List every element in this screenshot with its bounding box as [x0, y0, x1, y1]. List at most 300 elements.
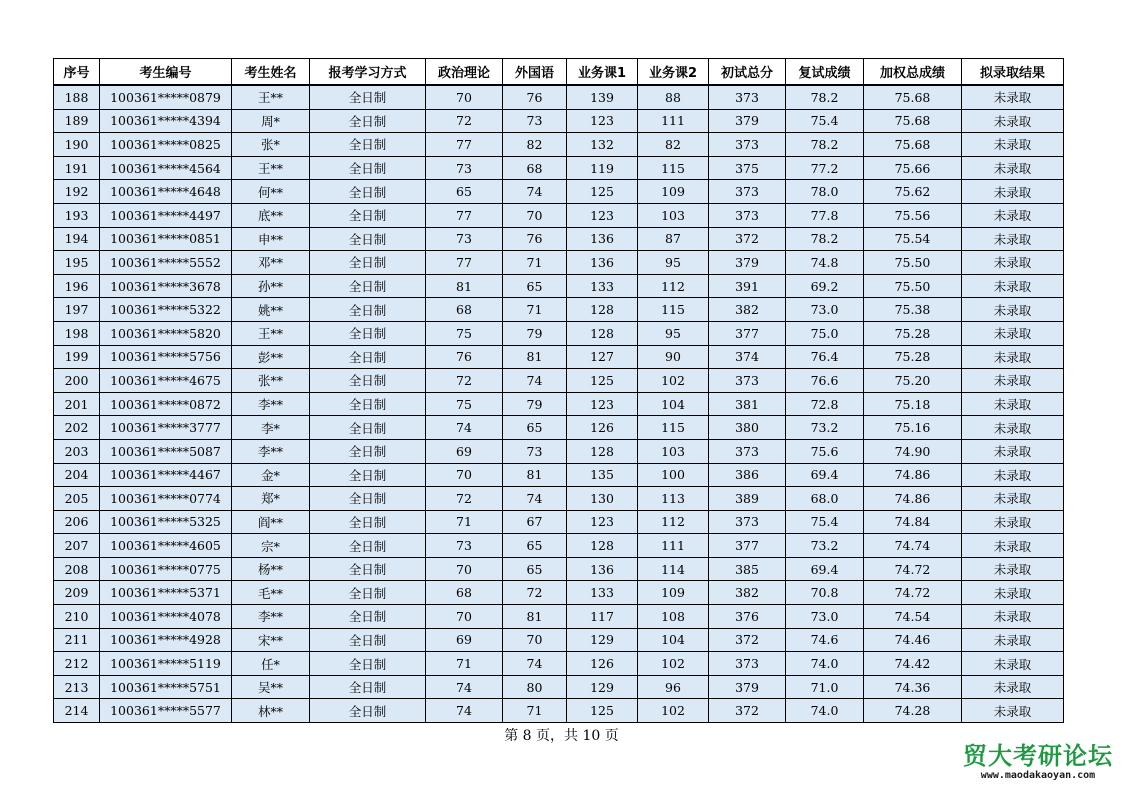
cell-politics: 77 [426, 133, 503, 157]
cell-prelim-total: 373 [709, 510, 786, 534]
cell-retest-score: 72.8 [786, 392, 864, 416]
cell-retest-score: 74.6 [786, 628, 864, 652]
table-row [54, 581, 1064, 605]
cell-study-mode: 全日制 [310, 369, 426, 393]
table-row [54, 557, 1064, 581]
cell-weighted-total: 74.84 [864, 510, 962, 534]
cell-politics: 75 [426, 321, 503, 345]
table-row [54, 251, 1064, 275]
cell-prelim-total: 375 [709, 156, 786, 180]
cell-name: 吴** [232, 675, 310, 699]
cell-candidate-id: 100361*****5751 [100, 675, 232, 699]
cell-candidate-id: 100361*****4394 [100, 109, 232, 133]
cell-candidate-id: 100361*****0879 [100, 85, 232, 109]
table-row [54, 369, 1064, 393]
cell-politics: 68 [426, 298, 503, 322]
cell-course-2: 109 [638, 180, 709, 204]
table-row [54, 463, 1064, 487]
cell-retest-score: 73.2 [786, 534, 864, 558]
cell-seq: 213 [54, 675, 100, 699]
cell-foreign-language: 76 [503, 227, 567, 251]
cell-study-mode: 全日制 [310, 605, 426, 629]
cell-candidate-id: 100361*****4675 [100, 369, 232, 393]
col-header-retest-score: 复试成绩 [786, 59, 864, 86]
cell-study-mode: 全日制 [310, 298, 426, 322]
cell-course-1: 129 [567, 675, 638, 699]
cell-retest-score: 77.2 [786, 156, 864, 180]
cell-weighted-total: 75.16 [864, 416, 962, 440]
cell-admission-result: 未录取 [962, 156, 1064, 180]
cell-retest-score: 71.0 [786, 675, 864, 699]
table-body [54, 85, 1064, 723]
cell-candidate-id: 100361*****5820 [100, 321, 232, 345]
cell-seq: 210 [54, 605, 100, 629]
cell-politics: 74 [426, 699, 503, 723]
cell-retest-score: 78.2 [786, 133, 864, 157]
cell-study-mode: 全日制 [310, 109, 426, 133]
cell-retest-score: 75.4 [786, 109, 864, 133]
table-row [54, 628, 1064, 652]
cell-politics: 70 [426, 605, 503, 629]
table-row [54, 203, 1064, 227]
cell-retest-score: 78.2 [786, 85, 864, 109]
cell-weighted-total: 74.54 [864, 605, 962, 629]
cell-seq: 193 [54, 203, 100, 227]
cell-candidate-id: 100361*****5325 [100, 510, 232, 534]
cell-candidate-id: 100361*****5371 [100, 581, 232, 605]
cell-study-mode: 全日制 [310, 392, 426, 416]
cell-name: 郑* [232, 487, 310, 511]
cell-candidate-id: 100361*****0851 [100, 227, 232, 251]
cell-retest-score: 74.0 [786, 699, 864, 723]
cell-politics: 76 [426, 345, 503, 369]
cell-prelim-total: 373 [709, 85, 786, 109]
cell-course-1: 125 [567, 699, 638, 723]
cell-prelim-total: 379 [709, 251, 786, 275]
cell-course-1: 132 [567, 133, 638, 157]
cell-prelim-total: 385 [709, 557, 786, 581]
cell-weighted-total: 74.90 [864, 439, 962, 463]
cell-prelim-total: 391 [709, 274, 786, 298]
cell-course-1: 136 [567, 557, 638, 581]
cell-prelim-total: 372 [709, 699, 786, 723]
cell-admission-result: 未录取 [962, 392, 1064, 416]
cell-weighted-total: 74.74 [864, 534, 962, 558]
cell-weighted-total: 75.18 [864, 392, 962, 416]
cell-name: 毛** [232, 581, 310, 605]
cell-politics: 77 [426, 251, 503, 275]
cell-prelim-total: 381 [709, 392, 786, 416]
cell-weighted-total: 74.72 [864, 581, 962, 605]
cell-course-1: 136 [567, 251, 638, 275]
table-row [54, 439, 1064, 463]
cell-prelim-total: 382 [709, 298, 786, 322]
cell-course-2: 87 [638, 227, 709, 251]
col-header-candidate-id: 考生编号 [100, 59, 232, 86]
cell-name: 阎** [232, 510, 310, 534]
cell-seq: 202 [54, 416, 100, 440]
cell-admission-result: 未录取 [962, 274, 1064, 298]
cell-admission-result: 未录取 [962, 133, 1064, 157]
cell-course-1: 129 [567, 628, 638, 652]
cell-weighted-total: 74.42 [864, 652, 962, 676]
cell-course-1: 133 [567, 581, 638, 605]
cell-seq: 207 [54, 534, 100, 558]
cell-weighted-total: 74.86 [864, 487, 962, 511]
cell-retest-score: 75.0 [786, 321, 864, 345]
cell-course-1: 123 [567, 392, 638, 416]
cell-course-1: 130 [567, 487, 638, 511]
cell-seq: 195 [54, 251, 100, 275]
cell-foreign-language: 74 [503, 652, 567, 676]
cell-course-1: 119 [567, 156, 638, 180]
cell-study-mode: 全日制 [310, 416, 426, 440]
table-row [54, 534, 1064, 558]
table-row [54, 605, 1064, 629]
cell-course-1: 133 [567, 274, 638, 298]
cell-prelim-total: 373 [709, 133, 786, 157]
cell-study-mode: 全日制 [310, 463, 426, 487]
col-header-course-1: 业务课1 [567, 59, 638, 86]
cell-weighted-total: 75.50 [864, 251, 962, 275]
table-row [54, 274, 1064, 298]
cell-foreign-language: 81 [503, 605, 567, 629]
table-row [54, 392, 1064, 416]
cell-seq: 209 [54, 581, 100, 605]
cell-course-2: 108 [638, 605, 709, 629]
table-row [54, 510, 1064, 534]
cell-name: 邓** [232, 251, 310, 275]
cell-foreign-language: 70 [503, 203, 567, 227]
cell-course-2: 104 [638, 628, 709, 652]
cell-admission-result: 未录取 [962, 298, 1064, 322]
cell-course-1: 128 [567, 321, 638, 345]
cell-politics: 73 [426, 534, 503, 558]
cell-prelim-total: 372 [709, 628, 786, 652]
cell-foreign-language: 74 [503, 180, 567, 204]
cell-politics: 73 [426, 227, 503, 251]
cell-admission-result: 未录取 [962, 487, 1064, 511]
cell-course-1: 136 [567, 227, 638, 251]
cell-admission-result: 未录取 [962, 345, 1064, 369]
cell-course-2: 104 [638, 392, 709, 416]
col-header-prelim-total: 初试总分 [709, 59, 786, 86]
cell-politics: 70 [426, 85, 503, 109]
cell-prelim-total: 377 [709, 321, 786, 345]
cell-admission-result: 未录取 [962, 699, 1064, 723]
cell-foreign-language: 65 [503, 534, 567, 558]
cell-weighted-total: 74.28 [864, 699, 962, 723]
table-row [54, 345, 1064, 369]
cell-politics: 74 [426, 416, 503, 440]
cell-name: 金* [232, 463, 310, 487]
cell-course-2: 82 [638, 133, 709, 157]
cell-course-2: 115 [638, 298, 709, 322]
cell-retest-score: 73.2 [786, 416, 864, 440]
cell-course-2: 100 [638, 463, 709, 487]
cell-foreign-language: 72 [503, 581, 567, 605]
cell-foreign-language: 76 [503, 85, 567, 109]
cell-name: 底** [232, 203, 310, 227]
cell-admission-result: 未录取 [962, 675, 1064, 699]
table-row [54, 699, 1064, 723]
cell-candidate-id: 100361*****3777 [100, 416, 232, 440]
cell-seq: 188 [54, 85, 100, 109]
cell-politics: 75 [426, 392, 503, 416]
cell-study-mode: 全日制 [310, 203, 426, 227]
cell-name: 张* [232, 133, 310, 157]
cell-study-mode: 全日制 [310, 180, 426, 204]
cell-course-2: 88 [638, 85, 709, 109]
cell-politics: 71 [426, 510, 503, 534]
cell-name: 林** [232, 699, 310, 723]
cell-candidate-id: 100361*****5119 [100, 652, 232, 676]
col-header-admission-result: 拟录取结果 [962, 59, 1064, 86]
score-table [53, 58, 1064, 723]
cell-course-2: 115 [638, 156, 709, 180]
cell-name: 李** [232, 392, 310, 416]
cell-retest-score: 74.8 [786, 251, 864, 275]
cell-study-mode: 全日制 [310, 321, 426, 345]
cell-course-2: 111 [638, 534, 709, 558]
table-row [54, 652, 1064, 676]
cell-study-mode: 全日制 [310, 652, 426, 676]
cell-seq: 190 [54, 133, 100, 157]
score-table-container [53, 58, 1064, 723]
cell-candidate-id: 100361*****4648 [100, 180, 232, 204]
cell-foreign-language: 74 [503, 369, 567, 393]
cell-study-mode: 全日制 [310, 534, 426, 558]
cell-name: 任* [232, 652, 310, 676]
cell-retest-score: 77.8 [786, 203, 864, 227]
cell-name: 李* [232, 416, 310, 440]
cell-weighted-total: 75.28 [864, 345, 962, 369]
cell-study-mode: 全日制 [310, 675, 426, 699]
cell-course-1: 135 [567, 463, 638, 487]
cell-course-1: 128 [567, 534, 638, 558]
cell-seq: 192 [54, 180, 100, 204]
cell-prelim-total: 373 [709, 203, 786, 227]
cell-seq: 200 [54, 369, 100, 393]
cell-seq: 199 [54, 345, 100, 369]
cell-name: 杨** [232, 557, 310, 581]
cell-name: 王** [232, 85, 310, 109]
cell-course-2: 102 [638, 369, 709, 393]
cell-course-2: 111 [638, 109, 709, 133]
table-row [54, 487, 1064, 511]
cell-foreign-language: 79 [503, 321, 567, 345]
cell-foreign-language: 73 [503, 109, 567, 133]
cell-study-mode: 全日制 [310, 156, 426, 180]
cell-course-1: 128 [567, 298, 638, 322]
cell-study-mode: 全日制 [310, 274, 426, 298]
cell-retest-score: 75.4 [786, 510, 864, 534]
cell-course-2: 115 [638, 416, 709, 440]
cell-candidate-id: 100361*****4928 [100, 628, 232, 652]
cell-candidate-id: 100361*****5756 [100, 345, 232, 369]
cell-candidate-id: 100361*****5552 [100, 251, 232, 275]
cell-weighted-total: 75.68 [864, 109, 962, 133]
cell-study-mode: 全日制 [310, 439, 426, 463]
cell-course-1: 126 [567, 652, 638, 676]
cell-weighted-total: 75.68 [864, 133, 962, 157]
cell-retest-score: 75.6 [786, 439, 864, 463]
cell-retest-score: 69.2 [786, 274, 864, 298]
table-row [54, 85, 1064, 109]
cell-seq: 196 [54, 274, 100, 298]
cell-candidate-id: 100361*****4467 [100, 463, 232, 487]
cell-politics: 73 [426, 156, 503, 180]
cell-seq: 197 [54, 298, 100, 322]
cell-study-mode: 全日制 [310, 487, 426, 511]
cell-study-mode: 全日制 [310, 510, 426, 534]
cell-admission-result: 未录取 [962, 180, 1064, 204]
cell-course-1: 126 [567, 416, 638, 440]
cell-prelim-total: 373 [709, 652, 786, 676]
cell-course-2: 102 [638, 652, 709, 676]
cell-name: 李** [232, 439, 310, 463]
cell-candidate-id: 100361*****4564 [100, 156, 232, 180]
cell-study-mode: 全日制 [310, 85, 426, 109]
cell-foreign-language: 82 [503, 133, 567, 157]
cell-study-mode: 全日制 [310, 345, 426, 369]
cell-weighted-total: 75.20 [864, 369, 962, 393]
cell-prelim-total: 376 [709, 605, 786, 629]
col-header-course-2: 业务课2 [638, 59, 709, 86]
cell-weighted-total: 75.28 [864, 321, 962, 345]
cell-politics: 71 [426, 652, 503, 676]
cell-candidate-id: 100361*****4605 [100, 534, 232, 558]
cell-foreign-language: 74 [503, 487, 567, 511]
cell-foreign-language: 71 [503, 298, 567, 322]
col-header-politics: 政治理论 [426, 59, 503, 86]
cell-politics: 65 [426, 180, 503, 204]
cell-politics: 68 [426, 581, 503, 605]
cell-course-1: 123 [567, 510, 638, 534]
cell-foreign-language: 71 [503, 699, 567, 723]
cell-seq: 203 [54, 439, 100, 463]
cell-retest-score: 73.0 [786, 298, 864, 322]
cell-course-2: 103 [638, 203, 709, 227]
cell-weighted-total: 75.50 [864, 274, 962, 298]
cell-seq: 212 [54, 652, 100, 676]
cell-name: 张** [232, 369, 310, 393]
col-header-foreign-language: 外国语 [503, 59, 567, 86]
cell-candidate-id: 100361*****4078 [100, 605, 232, 629]
cell-politics: 69 [426, 439, 503, 463]
cell-retest-score: 74.0 [786, 652, 864, 676]
cell-politics: 72 [426, 487, 503, 511]
cell-weighted-total: 75.54 [864, 227, 962, 251]
cell-foreign-language: 71 [503, 251, 567, 275]
cell-foreign-language: 65 [503, 274, 567, 298]
cell-candidate-id: 100361*****0774 [100, 487, 232, 511]
cell-course-1: 123 [567, 203, 638, 227]
cell-admission-result: 未录取 [962, 652, 1064, 676]
cell-course-2: 103 [638, 439, 709, 463]
table-row [54, 416, 1064, 440]
col-header-seq: 序号 [54, 59, 100, 86]
cell-admission-result: 未录取 [962, 203, 1064, 227]
cell-admission-result: 未录取 [962, 227, 1064, 251]
cell-admission-result: 未录取 [962, 463, 1064, 487]
cell-admission-result: 未录取 [962, 628, 1064, 652]
cell-politics: 81 [426, 274, 503, 298]
cell-course-1: 127 [567, 345, 638, 369]
cell-politics: 72 [426, 109, 503, 133]
cell-prelim-total: 389 [709, 487, 786, 511]
cell-weighted-total: 75.62 [864, 180, 962, 204]
cell-name: 彭** [232, 345, 310, 369]
forum-watermark [953, 742, 1123, 782]
cell-weighted-total: 74.36 [864, 675, 962, 699]
cell-admission-result: 未录取 [962, 439, 1064, 463]
cell-prelim-total: 379 [709, 109, 786, 133]
cell-candidate-id: 100361*****0872 [100, 392, 232, 416]
cell-course-2: 109 [638, 581, 709, 605]
table-row [54, 321, 1064, 345]
cell-seq: 205 [54, 487, 100, 511]
cell-candidate-id: 100361*****3678 [100, 274, 232, 298]
cell-retest-score: 68.0 [786, 487, 864, 511]
cell-candidate-id: 100361*****5087 [100, 439, 232, 463]
cell-foreign-language: 79 [503, 392, 567, 416]
cell-course-2: 90 [638, 345, 709, 369]
watermark-url: www.maodakaoyan.com [980, 770, 1096, 781]
cell-candidate-id: 100361*****5322 [100, 298, 232, 322]
cell-name: 李** [232, 605, 310, 629]
cell-course-1: 117 [567, 605, 638, 629]
cell-candidate-id: 100361*****0775 [100, 557, 232, 581]
cell-course-1: 128 [567, 439, 638, 463]
table-row [54, 298, 1064, 322]
cell-retest-score: 78.2 [786, 227, 864, 251]
cell-course-1: 123 [567, 109, 638, 133]
table-row [54, 133, 1064, 157]
cell-retest-score: 69.4 [786, 463, 864, 487]
cell-seq: 201 [54, 392, 100, 416]
cell-course-2: 113 [638, 487, 709, 511]
table-row [54, 180, 1064, 204]
cell-course-2: 114 [638, 557, 709, 581]
cell-name: 宗* [232, 534, 310, 558]
cell-weighted-total: 75.56 [864, 203, 962, 227]
cell-name: 孙** [232, 274, 310, 298]
cell-weighted-total: 75.66 [864, 156, 962, 180]
cell-admission-result: 未录取 [962, 581, 1064, 605]
cell-foreign-language: 70 [503, 628, 567, 652]
cell-politics: 77 [426, 203, 503, 227]
cell-admission-result: 未录取 [962, 85, 1064, 109]
cell-foreign-language: 68 [503, 156, 567, 180]
cell-foreign-language: 81 [503, 345, 567, 369]
cell-prelim-total: 373 [709, 180, 786, 204]
cell-politics: 70 [426, 557, 503, 581]
cell-politics: 70 [426, 463, 503, 487]
cell-course-2: 96 [638, 675, 709, 699]
cell-course-2: 95 [638, 251, 709, 275]
cell-prelim-total: 374 [709, 345, 786, 369]
cell-admission-result: 未录取 [962, 510, 1064, 534]
cell-study-mode: 全日制 [310, 251, 426, 275]
cell-prelim-total: 372 [709, 227, 786, 251]
table-row [54, 156, 1064, 180]
cell-study-mode: 全日制 [310, 628, 426, 652]
cell-admission-result: 未录取 [962, 605, 1064, 629]
cell-seq: 206 [54, 510, 100, 534]
cell-course-1: 125 [567, 369, 638, 393]
cell-retest-score: 76.6 [786, 369, 864, 393]
